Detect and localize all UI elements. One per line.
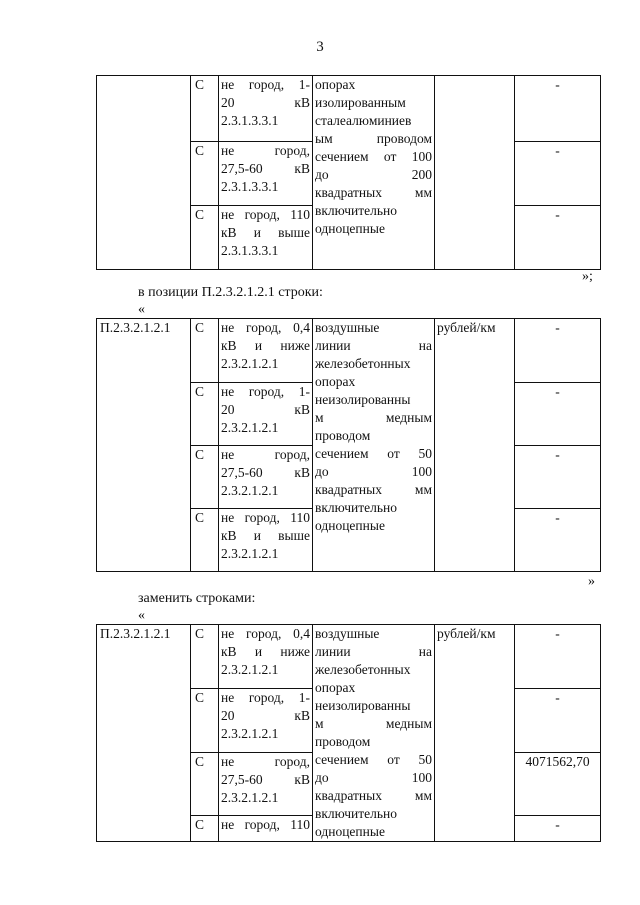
category-cell: С	[191, 76, 219, 142]
table-replacement-rows	[96, 624, 601, 842]
category-cell: С	[191, 383, 219, 446]
description-cell: опорах изолированным сталеалюминиев ым проводом сечением от 100 до 200 квадратных мм включительно одноцепные	[313, 76, 435, 270]
table-continuation	[96, 75, 601, 270]
description-cell: воздушные линии на железобетонных опорах неизолированны м медным проводом сечением от 50 до 100 квадратных мм включительно одноцепные	[313, 319, 435, 572]
table-row	[97, 319, 601, 383]
value-cell: -	[515, 142, 601, 206]
subcategory-cell: не город, 0,4 кВ и ниже 2.3.2.1.2.1	[219, 625, 313, 689]
category-cell: С	[191, 752, 219, 815]
closing-quote: »	[588, 574, 595, 589]
category-cell: С	[191, 689, 219, 752]
subcategory-cell: не город, 27,5-60 кВ 2.3.2.1.2.1	[219, 446, 313, 509]
value-cell: -	[515, 689, 601, 752]
subcategory-cell: не город, 1- 20 кВ 2.3.2.1.2.1	[219, 689, 313, 752]
category-cell: С	[191, 446, 219, 509]
intro-text: в позиции П.2.3.2.1.2.1 строки:	[138, 285, 323, 300]
value-cell: -	[515, 383, 601, 446]
table-row	[97, 625, 601, 689]
value-cell: -	[515, 446, 601, 509]
value-cell: -	[515, 625, 601, 689]
opening-quote: «	[138, 302, 145, 317]
opening-quote: «	[138, 608, 145, 623]
value-cell: -	[515, 815, 601, 841]
subcategory-cell: не город, 27,5-60 кВ 2.3.1.3.3.1	[219, 142, 313, 206]
value-cell: -	[515, 509, 601, 572]
closing-quote: »;	[582, 269, 593, 284]
subcategory-cell: не город, 110 кВ и выше 2.3.1.3.3.1	[219, 206, 313, 270]
intro-text: заменить строками:	[138, 591, 256, 606]
unit-cell	[435, 76, 515, 270]
category-cell: С	[191, 206, 219, 270]
code-cell: П.2.3.2.1.2.1	[97, 319, 191, 572]
subcategory-cell: не город, 0,4 кВ и ниже 2.3.2.1.2.1	[219, 319, 313, 383]
value-cell: -	[515, 76, 601, 142]
category-cell: С	[191, 319, 219, 383]
unit-cell: рублей/км	[435, 625, 515, 842]
subcategory-cell: не город, 27,5-60 кВ 2.3.2.1.2.1	[219, 752, 313, 815]
code-cell: П.2.3.2.1.2.1	[97, 625, 191, 842]
unit-cell: рублей/км	[435, 319, 515, 572]
value-cell: -	[515, 319, 601, 383]
page-number: 3	[316, 39, 324, 55]
category-cell: С	[191, 142, 219, 206]
value-cell: -	[515, 206, 601, 270]
code-cell	[97, 76, 191, 270]
category-cell: С	[191, 509, 219, 572]
value-cell: 4071562,70	[515, 752, 601, 815]
subcategory-cell: не город, 110 кВ и выше 2.3.2.1.2.1	[219, 509, 313, 572]
subcategory-cell: не город, 110	[219, 815, 313, 841]
category-cell: С	[191, 625, 219, 689]
category-cell: С	[191, 815, 219, 841]
table-row	[97, 76, 601, 142]
description-cell: воздушные линии на железобетонных опорах неизолированны м медным проводом сечением от 50 до 100 квадратных мм включительно одноцепные	[313, 625, 435, 842]
subcategory-cell: не город, 1- 20 кВ 2.3.2.1.2.1	[219, 383, 313, 446]
subcategory-cell: не город, 1- 20 кВ 2.3.1.3.3.1	[219, 76, 313, 142]
table-original-rows	[96, 318, 601, 572]
